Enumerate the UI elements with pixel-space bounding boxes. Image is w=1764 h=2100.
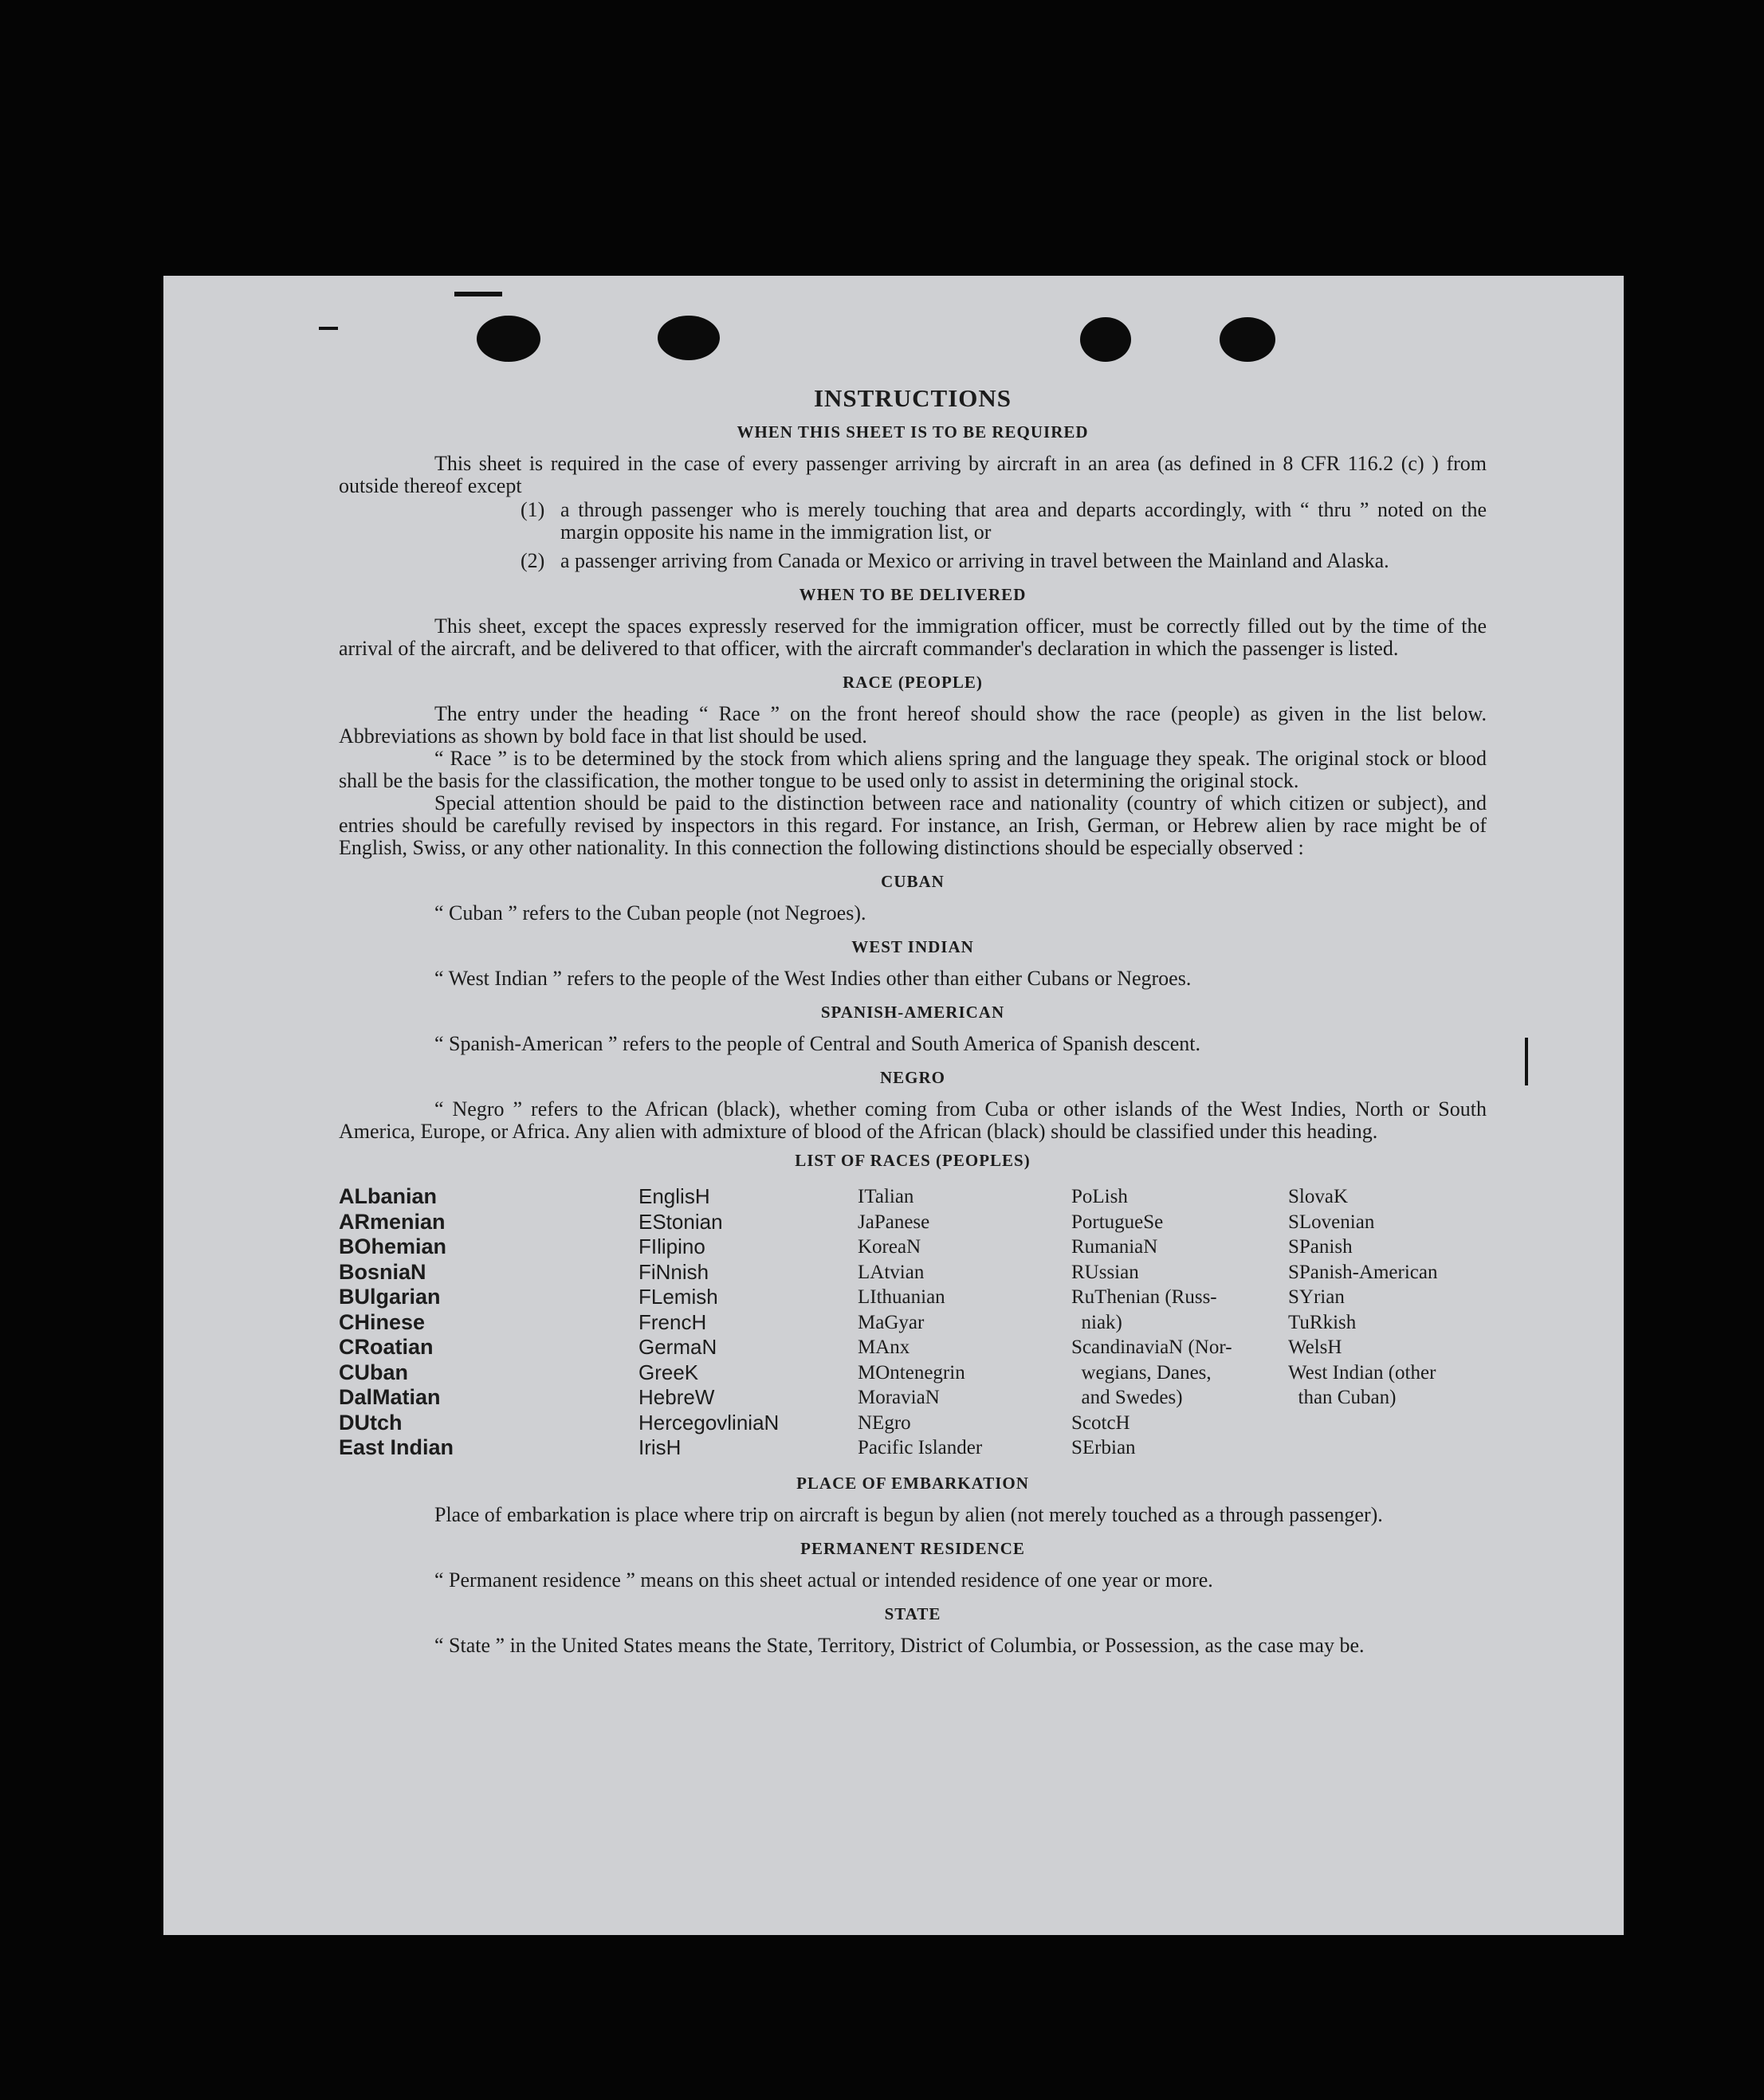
punch-hole [658,316,720,360]
race-entry: FLemish [638,1285,718,1309]
embarkation-text: Place of embarkation is place where trip on aircraft is begun by alien (not merely touched as a through passenger). [434,1502,1383,1526]
race-entry: ALbanian [339,1184,438,1208]
west-indian-text: “ West Indian ” refers to the people of the West Indies other than either Cubans or Negroes. [434,967,1192,990]
exception-item [339,499,1487,544]
race-column [858,1184,1071,1461]
race-entry: HebreW [638,1385,715,1409]
race-entry: CHinese [339,1309,426,1334]
punch-hole [1220,317,1275,362]
race-entry: BUlgarian [339,1285,441,1309]
exception-number: (1) [521,498,545,521]
race-entry: JaPanese [858,1211,930,1233]
spanish-american-text: “ Spanish-American ” refers to the people of Central and South America of Spanish descent. [434,1032,1200,1055]
race-entry: SYrian [1288,1286,1345,1308]
race-entry: SPanish [1288,1236,1353,1258]
race-entry: FrencH [638,1309,707,1334]
race-paragraph: “ Race ” is to be determined by the stock from which aliens spring and the language they speak. The original stock or blood shall be the basis for the classification, the mother tongue to be used only to assist in determining the original stock. [339,747,1487,792]
race-entry: ScotcH [1071,1411,1130,1434]
race-entry: niak) [1071,1311,1122,1333]
race-entry: GreeK [638,1360,699,1384]
race-column [638,1184,858,1461]
race-entry: FIlipino [638,1234,705,1258]
race-entry: WelsH [1288,1337,1342,1358]
race-entry: than Cuban) [1288,1387,1397,1408]
exception-number: (2) [521,549,545,572]
race-entry: BOhemian [339,1234,447,1258]
race-entry: PoLish [1071,1186,1128,1207]
cuban-text: “ Cuban ” refers to the Cuban people (not Negroes). [434,901,866,924]
race-entry: East Indian [339,1435,454,1459]
negro-text: “ Negro ” refers to the African (black), whether coming from Cuba or other islands of the West Indies, North or South America, Europe, or Africa. Any alien with admixture of blood of the African (black) should be classified under this heading. [339,1097,1487,1143]
heading-permanent-residence: PERMANENT RESIDENCE [800,1538,1025,1558]
heading-spanish-american: SPANISH-AMERICAN [820,1003,1005,1022]
heading-when-delivered: WHEN TO BE DELIVERED [799,585,1027,604]
race-paragraph: Special attention should be paid to the distinction between race and nationality (country of which citizen or subject), and entries should be carefully revised by inspectors in this regard. For instance, an Irish, German, or Hebrew alien by race might be of English, Swiss, or any other nationality. In this connection the following distinctions should be especially observed : [339,791,1487,859]
punch-hole [477,316,540,362]
race-entry: BosniaN [339,1259,426,1284]
heading-list-of-races: LIST OF RACES (PEOPLES) [795,1151,1031,1170]
race-entry: FiNnish [638,1259,709,1284]
exception-item [339,550,1487,572]
when-required-intro: This sheet is required in the case of every passenger arriving by aircraft in an area (as defined in 8 CFR 116.2 (c) ) from outside thereof except [339,452,1487,497]
scan-mark [454,292,502,296]
heading-embarkation: PLACE OF EMBARKATION [796,1473,1029,1493]
scan-mark [1525,1038,1528,1085]
race-entry: GermaN [638,1335,717,1359]
heading-when-required: WHEN THIS SHEET IS TO BE REQUIRED [737,422,1089,442]
document-title: INSTRUCTIONS [813,384,1012,412]
race-entry: DUtch [339,1410,403,1435]
race-column [1071,1184,1288,1461]
race-entry: RuThenian (Russ- [1071,1286,1217,1308]
race-entry: EnglisH [638,1184,710,1208]
exception-text: a through passenger who is merely touching that area and departs accordingly, with “ thru ” noted on the margin opposite his name in the immigration list, or [560,498,1487,544]
race-entry: RumaniaN [1071,1236,1158,1258]
race-entry: ARmenian [339,1209,446,1234]
race-entry: ITalian [858,1186,914,1207]
race-entry: LAtvian [858,1261,925,1283]
race-entry: and Swedes) [1071,1387,1183,1408]
race-entry: EStonian [638,1209,723,1234]
race-column [339,1184,638,1461]
race-entry: SLovenian [1288,1211,1375,1233]
race-column [1288,1184,1487,1461]
instructions-content [339,384,1487,1657]
state-text: “ State ” in the United States means the State, Territory, District of Columbia, or Possession, as the case may be. [434,1633,1365,1657]
scan-mark [319,327,338,330]
heading-race: RACE (PEOPLE) [843,673,983,692]
race-paragraph: The entry under the heading “ Race ” on the front hereof should show the race (people) as given in the list below. Abbreviations as shown by bold face in that list should be used. [339,702,1487,748]
heading-negro: NEGRO [879,1068,945,1087]
race-entry: CUban [339,1360,408,1384]
race-entry: MAnx [858,1337,910,1358]
race-entry: LIthuanian [858,1286,945,1308]
race-entry: ScandinaviaN (Nor- [1071,1337,1232,1358]
exception-text: a passenger arriving from Canada or Mexico or arriving in travel between the Mainland and Alaska. [560,549,1389,572]
race-entry: SPanish-American [1288,1261,1438,1283]
heading-west-indian: WEST INDIAN [851,937,974,956]
race-entry: SlovaK [1288,1186,1348,1207]
race-entry: DalMatian [339,1385,441,1409]
race-entry: CRoatian [339,1335,434,1359]
race-entry: TuRkish [1288,1311,1357,1333]
race-list [339,1184,1487,1461]
punch-hole [1080,317,1131,362]
race-entry: KoreaN [858,1236,921,1258]
race-entry: HercegovliniaN [638,1410,780,1435]
when-delivered-text: This sheet, except the spaces expressly reserved for the immigration officer, must be correctly filled out by the time of the arrival of the aircraft, and be delivered to that officer, with the aircraft commander's declaration in which the passenger is listed. [339,614,1487,660]
race-entry: NEgro [858,1411,911,1434]
race-entry: SErbian [1071,1437,1136,1458]
race-entry: Pacific Islander [858,1437,983,1458]
race-entry: MaGyar [858,1311,925,1333]
heading-state: STATE [884,1603,941,1623]
race-entry: West Indian (other [1288,1361,1436,1384]
race-entry: IrisH [638,1435,682,1459]
race-entry: MoraviaN [858,1387,940,1408]
race-entry: MOntenegrin [858,1361,965,1384]
instruction-sheet [163,276,1624,1935]
permanent-residence-text: “ Permanent residence ” means on this sheet actual or intended residence of one year or more. [434,1568,1213,1592]
heading-cuban: CUBAN [881,872,945,891]
race-entry: wegians, Danes, [1071,1361,1212,1384]
race-entry: RUssian [1071,1261,1139,1283]
race-entry: PortugueSe [1071,1211,1164,1233]
